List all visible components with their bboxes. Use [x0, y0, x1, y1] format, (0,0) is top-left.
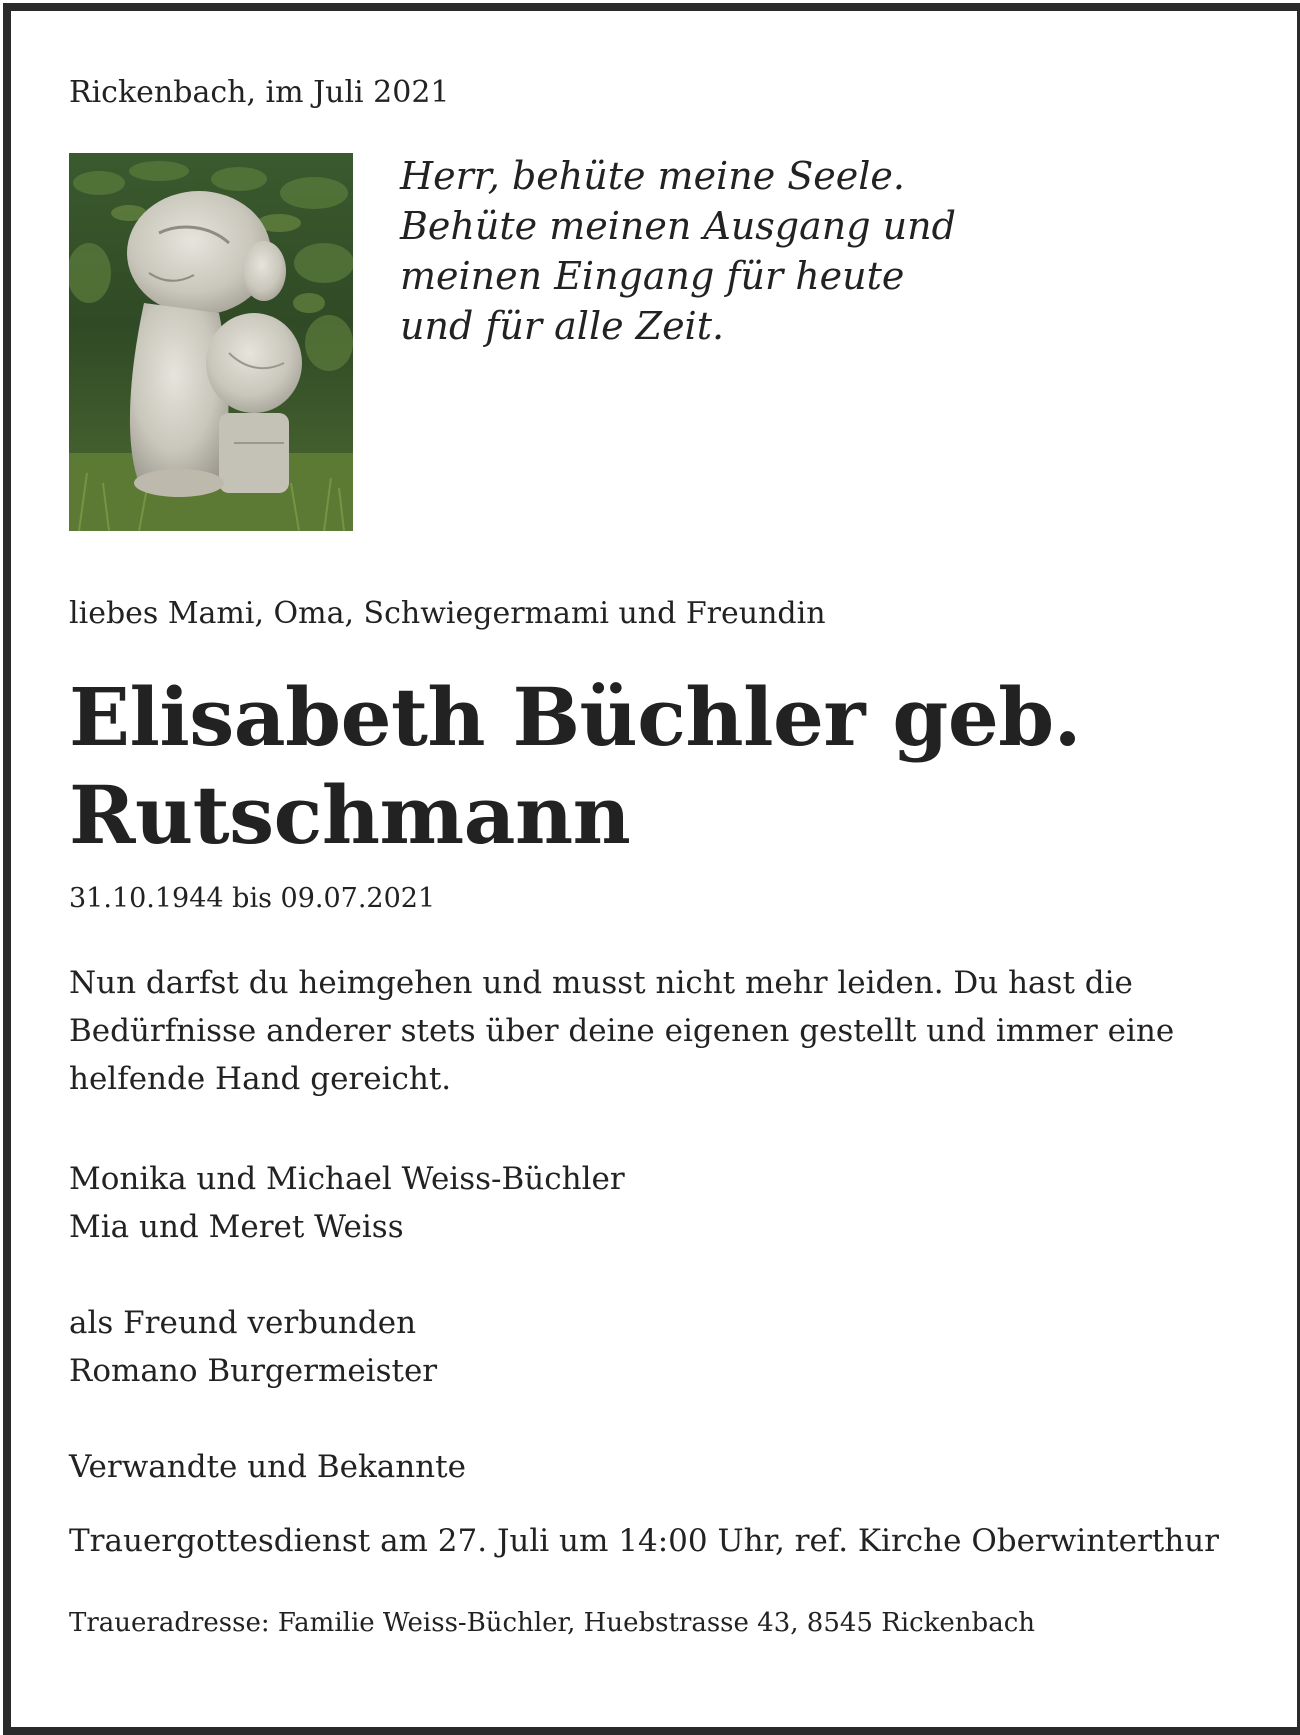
farewell-message: Nun darfst du heimgehen und musst nicht mehr leiden. Du hast die Bedürfnisse anderer stets über deine eigenen gestellt und immer eine helfende Hand gereicht.: [69, 965, 1175, 1097]
place-date: Rickenbach, im Juli 2021: [69, 75, 450, 110]
mourners-family: [69, 1155, 625, 1251]
mourner-line: Monika und Michael Weiss-Büchler: [69, 1161, 625, 1197]
verse-line: und für alle Zeit.: [400, 304, 725, 348]
relation-line: liebes Mami, Oma, Schwiegermami und Freundin: [69, 596, 826, 631]
deceased-name: Elisabeth Büchler geb. Rutschmann: [69, 670, 1082, 862]
mourners-relatives: [69, 1443, 466, 1491]
obituary-card: [3, 3, 1300, 1735]
mourner-line: Verwandte und Bekannte: [69, 1449, 466, 1485]
verse-line: Behüte meinen Ausgang und: [400, 204, 956, 248]
verse-line: meinen Eingang für heute: [400, 254, 905, 298]
bible-verse: [400, 151, 956, 351]
mourners-friend: [69, 1299, 437, 1395]
mourner-line: als Freund verbunden: [69, 1305, 417, 1341]
verse-line: Herr, behüte meine Seele.: [400, 154, 905, 198]
mourning-address: Traueradresse: Familie Weiss-Büchler, Huebstrasse 43, 8545 Rickenbach: [69, 1608, 1035, 1638]
mourner-line: Romano Burgermeister: [69, 1353, 438, 1389]
memorial-photo: [69, 153, 353, 531]
stone-angel-figure-icon: [69, 153, 353, 531]
mourner-line: Mia und Meret Weiss: [69, 1209, 404, 1245]
funeral-service-info: Trauergottesdienst am 27. Juli um 14:00 Uhr, ref. Kirche Oberwinterthur: [69, 1523, 1219, 1559]
life-dates: 31.10.1944 bis 09.07.2021: [69, 883, 436, 914]
